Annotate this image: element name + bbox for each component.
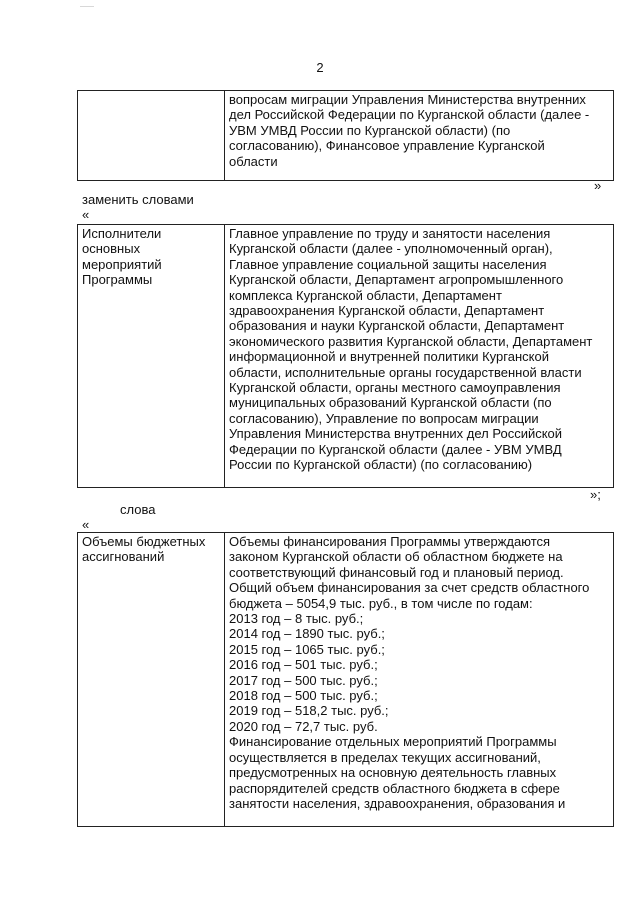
table-cell-right	[225, 91, 614, 181]
page-number: 2	[316, 60, 324, 75]
table-cell-right	[225, 533, 614, 827]
scan-artifact	[80, 6, 94, 13]
table-row	[78, 91, 614, 181]
cell-label: Исполнители основных мероприятий Программы	[82, 226, 162, 288]
table-cell-left	[78, 533, 225, 827]
cell-label: Объемы бюджетных ассигнований	[82, 534, 206, 565]
instruction-replace-with: заменить словами	[82, 192, 194, 207]
table-block-1	[77, 90, 614, 181]
table-cell-left	[78, 225, 225, 488]
closing-quote-1: »	[594, 178, 602, 193]
cell-content: вопросам миграции Управления Министерства внутренних дел Российской Федерации по Курганской области (далее - УВМ УМВД России по Курганской области) (по согласованию), Финансовое управление Курганской области	[229, 92, 590, 169]
cell-content: Главное управление по труду и занятости населения Курганской области (далее - уполномоченный орган), Главное управление социальной защиты населения Курганской области, Департамент агропромышленного комплекса Курганской области, Департамент здравоохранения Курганской области, Департамент образования и науки Курганской области, Департамент экономического развития Курганской области, Департамент информационной и внутренней политики Курганской области, исполнительные органы государственной власти Курганской области, органы местного самоуправления муниципальных образований Курганской области (по согласованию), Управление по вопросам миграции Управления Министерства внутренних дел Российской Федерации по Курганской области (далее - УВМ УМВД России по Курганской области) (по согласованию)	[229, 226, 593, 473]
table-row	[78, 533, 614, 827]
table-cell-right	[225, 225, 614, 488]
table-cell-left	[78, 91, 225, 181]
instruction-words: слова	[120, 502, 156, 517]
table-block-2	[77, 224, 614, 488]
opening-quote-1: «	[82, 207, 90, 222]
cell-content: Объемы финансирования Программы утверждаются законом Курганской области об областном бюджете на соответствующий финансовый год и плановый период. Общий объем финансирования за счет средств областного бюджета – 5054,9 тыс. руб., в том числе по годам: 2013 год – 8 тыс. руб.; 2014 год – 1890 тыс. руб.; 2015 год – 1065 тыс. руб.; 2016 год – 501 тыс. руб.; 2017 год – 500 тыс. руб.; 2018 год – 500 тыс. руб.; 2019 год – 518,2 тыс. руб.; 2020 год – 72,7 тыс. руб. Финансирование отдельных мероприятий Программы осуществляется в пределах текущих ассигнований, предусмотренных на основную деятельность главных распорядителей средств областного бюджета в сфере занятости населения, здравоохранения, образования и	[229, 534, 590, 811]
table-row	[78, 225, 614, 488]
opening-quote-2: «	[82, 517, 90, 532]
closing-quote-2: »;	[590, 487, 601, 502]
table-block-3	[77, 532, 614, 827]
